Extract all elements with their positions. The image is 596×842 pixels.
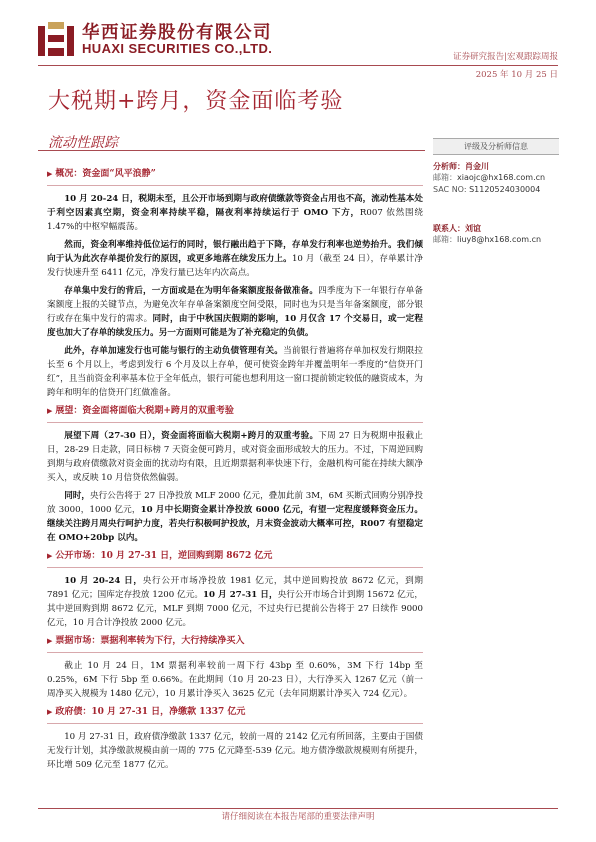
section-heading-divider [47,723,423,724]
paragraph: 截止 10 月 24 日，1M 票据利率较前一周下行 43bp 至 0.60%，3M 下行 14bp 至 0.25%，6M 下行 5bp 至 0.66%。在此期间（10 月 20-23 日），大行净买入 1267 亿元（前一周净买入规模为 1480 亿元），10 月累计净买入 3625 亿元（去年同期累计净买入 724 亿元）。 [47,661,423,699]
company-name-en: HUAXI SECURITIES CO.,LTD. [82,41,273,56]
section-heading-divider [47,652,423,653]
report-date: 2025 年 10 月 25 日 [475,70,558,80]
analyst-panel-heading: 评级及分析师信息 [433,138,559,155]
triangle-bullet-icon: ▶ [47,551,53,560]
report-title: 大税期+跨月，资金面临考验 [48,89,344,114]
section-heading: ▶ 政府债：10 月 27-31 日，净缴款 1337 亿元 [47,707,246,717]
paragraph: 然而，资金利率维持低位运行的同时，银行融出趋于下降，存单发行利率也逆势抬升。我们倾向于认为此次存单提价发行的原因，或更多地落在续发压力上。10 月（截至 24 日），存单累计净发行快速升至 6411 亿元，净发行量已达年内次高点。 [47,240,423,278]
triangle-bullet-icon: ▶ [47,169,53,178]
section-heading: ▶ 展望：资金面将面临大税期+跨月的双重考验 [47,406,234,416]
contact-name: 联系人：刘谊 [433,223,481,233]
paragraph: 存单集中发行的背后，一方面或是在为明年备案额度报备做准备。四季度为下一年银行存单备案额度上报的关键节点，为避免次年存单备案额度空间受限，同时也为只是当年备案额度，部分银行或存在集中发行的需求。同时，由于中秋国庆假期的影响，10 月仅含 17 个交易日，或一定程度也加大了存单的续发压力。另一方面则可能是为了补充稳定的负债。 [47,286,423,338]
header-divider [38,65,558,66]
section-heading: ▶ 概况：资金面“风平浪静” [47,169,156,179]
paragraph: 10 月 20-24 日，税期未至，且公开市场到期与政府债缴款等资金占用也不高，流动性基本处于利空因素真空期，资金利率持续平稳，隔夜利率持续运行于 OMO 下方，R007 依然围绕 1.47%的中枢窄幅震荡。 [47,194,423,232]
analyst-email[interactable]: 邮箱：xiaojc@hx168.com.cn [433,173,546,182]
company-name-cn: 华西证券股份有限公司 [82,23,272,43]
contact-email[interactable]: 邮箱：liuy8@hx168.com.cn [433,235,542,244]
section-divider [38,150,425,151]
section-heading-divider [47,422,423,423]
report-category: 证券研究报告|宏观跟踪周报 [453,52,558,62]
analyst-name: 分析师：肖金川 [433,161,489,171]
analyst-panel [433,138,559,246]
section-heading-divider [47,567,423,568]
section-heading-divider [47,185,423,186]
section-heading: ▶ 票据市场：票据利率转为下行，大行持续净买入 [47,636,245,646]
paragraph: 展望下周（27-30 日），资金面将面临大税期+跨月的双重考验。下周 27 日为税期申报截止日，28-29 日走款，同日标榜 7 天资金便可跨月，或对资金面形成较大的压力。不过，下周逆回购到期与政府债缴款对资金面的扰动均有限，且近期票据利率快速下行，金融机构可能在持续大额净买入，或反映 10 月信贷依然偏弱。 [47,431,423,483]
paragraph: 10 月 27-31 日，政府债净缴款 1337 亿元，较前一周的 2142 亿元有所回落，主要由于国债无发行计划，其净缴款规模由前一周的 775 亿元降至-539 亿元。地方债净缴款规模则有所提升，环比增 509 亿元至 1877 亿元。 [47,732,423,770]
triangle-bullet-icon: ▶ [47,406,53,415]
legal-notice: 请仔细阅读在本报告尾部的重要法律声明 [221,812,375,822]
triangle-bullet-icon: ▶ [47,707,53,716]
report-body [47,163,423,776]
paragraph: 10 月 20-24 日，央行公开市场净投放 1981 亿元，其中逆回购投放 8672 亿元，到期 7891 亿元；国库定存投放 1200 亿元。10 月 27-31 日，央行公开市场合计到期 15672 亿元，其中逆回购到期 8672 亿元，MLF 到期 7000 亿元，不过央行已提前公告将于 27 日续作 9000 亿元，10 月合计净投放 2000 亿元。 [47,576,424,628]
triangle-bullet-icon: ▶ [47,636,53,645]
section-heading: ▶ 公开市场：10 月 27-31 日，逆回购到期 8672 亿元 [47,551,273,561]
paragraph: 同时，央行公告将于 27 日净投放 MLF 2000 亿元，叠加此前 3M，6M 买断式回购分别净投放 3000，1000 亿元，10 月中长期资金累计净投放 6000 亿元，有望一定程度缓释资金压力。继续关注跨月周央行呵护力度，若央行积极呵护投放，月末资金波动大概率可控，R007 有望稳定在 OMO+20bp 以内。 [47,491,423,543]
huaxi-logo-icon [38,22,74,56]
section-name: 流动性跟踪 [48,135,118,151]
footer-divider [38,808,558,809]
analyst-sac: SAC NO: S1120524030004 [433,185,541,194]
paragraph: 此外，存单加速发行也可能与银行的主动负债管理有关。当前银行普遍将存单加权发行期限拉长至 6 个月以上，考虑到发行 6 个月及以上存单，便可使资金跨年并覆盖明年一季度的“信贷开门红”，且当前资金利率基本位于全年低点，银行可能也想利用这一窗口提前锁定较低的融资成本，为跨年和明年的信贷开门红做准备。 [47,346,423,398]
